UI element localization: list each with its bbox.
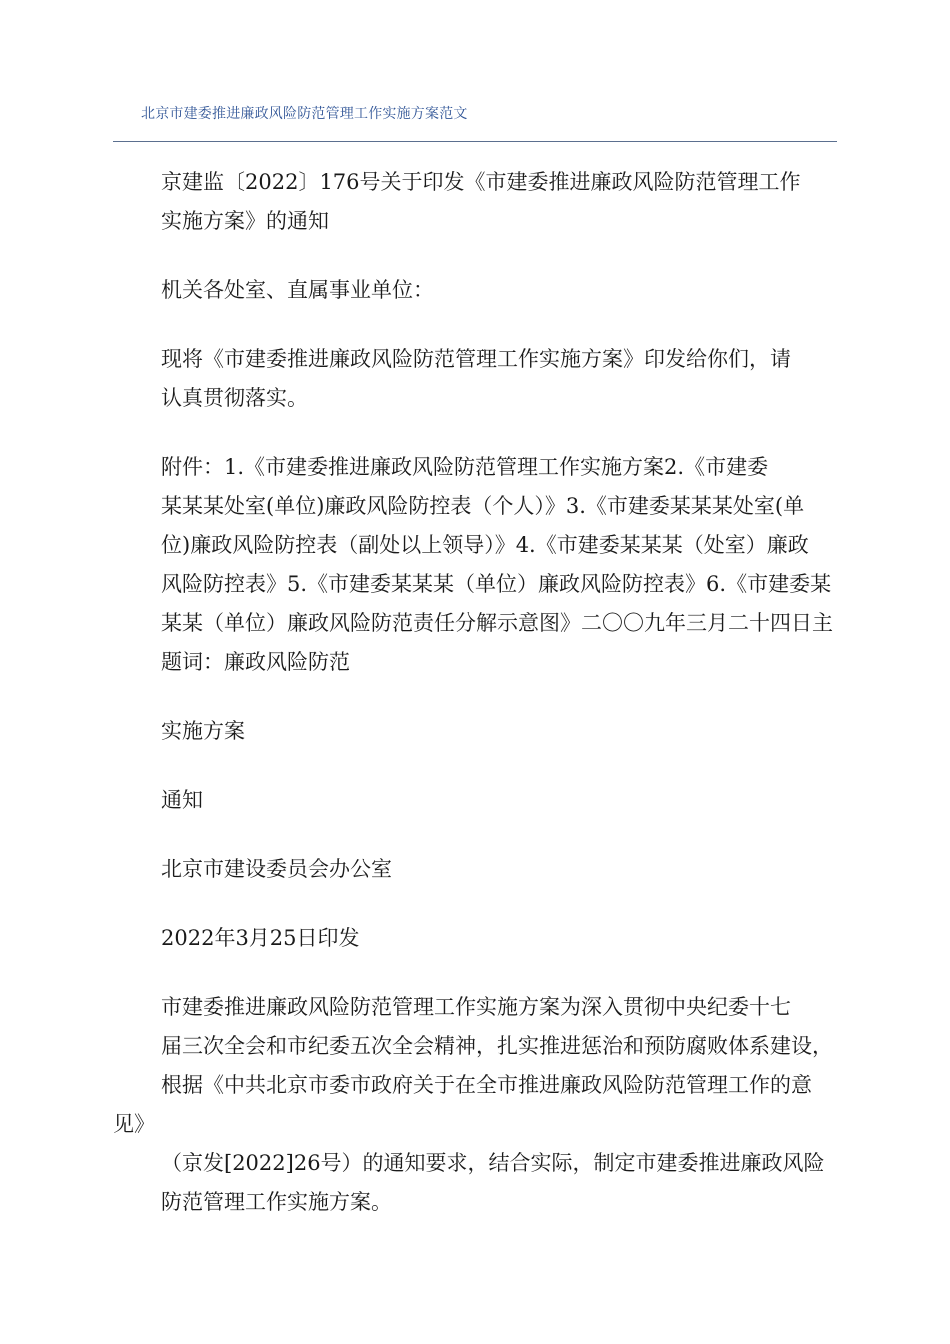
text-line: 京建监〔2022〕176号关于印发《市建委推进廉政风险防范管理工作: [161, 170, 801, 194]
paragraph-plan: [113, 712, 837, 751]
text-line: 风险防控表》5.《市建委某某某（单位）廉政风险防控表》6.《市建委某: [161, 572, 832, 596]
paragraph-attachments: [113, 448, 837, 682]
text-line: 附件：1.《市建委推进廉政风险防范管理工作实施方案2.《市建委: [161, 455, 769, 479]
paragraph-notice: [113, 781, 837, 820]
text-line: 届三次全会和市纪委五次全会精神，扎实推进惩治和预防腐败体系建设，: [161, 1034, 833, 1058]
text-line: 市建委推进廉政风险防范管理工作实施方案为深入贯彻中央纪委十七: [161, 995, 791, 1019]
header-title: 北京市建委推进廉政风险防范管理工作实施方案范文: [141, 106, 468, 122]
text-line: 认真贯彻落实。: [161, 386, 308, 410]
paragraph-plan-body: [113, 988, 837, 1222]
text-line: 根据《中共北京市委市政府关于在全市推进廉政风险防范管理工作的意见》: [113, 1073, 812, 1136]
text-line: 实施方案: [161, 719, 245, 743]
paragraph-notice-title: [113, 163, 837, 241]
header-divider: [113, 141, 837, 142]
paragraph-instruction: [113, 340, 837, 418]
paragraph-recipients: [113, 271, 837, 310]
text-line: 题词：廉政风险防范: [161, 650, 350, 674]
paragraph-issue-date: [113, 919, 837, 958]
text-line: 机关各处室、直属事业单位：: [161, 278, 434, 302]
paragraph-issuer: [113, 850, 837, 889]
text-line: 现将《市建委推进廉政风险防范管理工作实施方案》印发给你们，请: [161, 347, 791, 371]
text-line: 实施方案》的通知: [161, 209, 329, 233]
document-body: [113, 163, 837, 1222]
text-line: 2022年3月25日印发: [161, 926, 360, 950]
text-line: 某某某处室(单位)廉政风险防控表（个人）》3.《市建委某某某处室(单: [161, 494, 805, 518]
text-line: 某某（单位）廉政风险防范责任分解示意图》二〇〇九年三月二十四日主: [161, 611, 833, 635]
text-line: （京发[2022]26号）的通知要求，结合实际，制定市建委推进廉政风险: [161, 1151, 825, 1175]
text-line: 位)廉政风险防控表（副处以上领导）》4.《市建委某某某（处室）廉政: [161, 533, 809, 557]
text-line: 通知: [161, 788, 203, 812]
text-line: 北京市建设委员会办公室: [161, 857, 392, 881]
text-line: 防范管理工作实施方案。: [161, 1190, 392, 1214]
